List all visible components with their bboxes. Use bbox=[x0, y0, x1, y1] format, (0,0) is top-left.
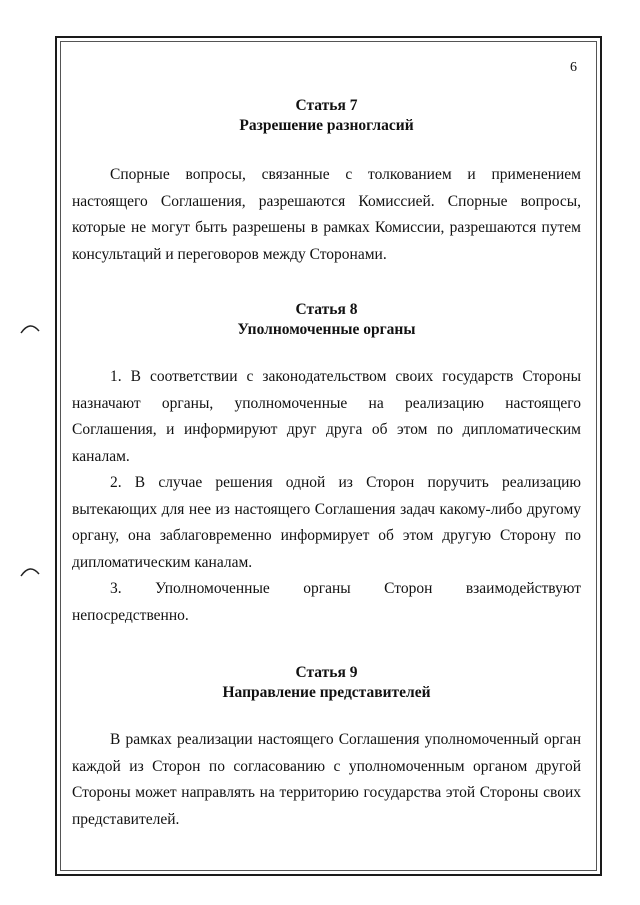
article-paragraph: Спорные вопросы, связанные с толкованием и применением настоящего Соглашения, разрешаются Комиссией. Спорные вопросы, которые не могут быть разрешены в рамках Комиссии, разрешаются путем консультаций и переговоров между Сторонами. bbox=[72, 166, 581, 263]
article-7 bbox=[72, 96, 581, 268]
article-number: Статья 7 bbox=[295, 97, 358, 114]
page-number: 6 bbox=[570, 60, 577, 75]
article-title: Разрешение разногласий bbox=[239, 117, 414, 134]
article-9 bbox=[72, 663, 581, 833]
article-number: Статья 8 bbox=[295, 301, 358, 318]
binding-mark-upper bbox=[20, 322, 40, 334]
article-paragraph: 3. Уполномоченные органы Сторон взаимодействуют непосредственно. bbox=[72, 580, 581, 624]
article-number: Статья 9 bbox=[295, 664, 358, 681]
article-8 bbox=[72, 300, 581, 629]
document-body bbox=[72, 96, 581, 833]
binding-mark-lower bbox=[20, 565, 40, 577]
article-paragraph: 2. В случае решения одной из Сторон поручить реализацию вытекающих для нее из настоящего Соглашения задач какому-либо другому органу, она заблаговременно информирует об этом другую Сторону по дипломатическим каналам. bbox=[72, 474, 581, 571]
article-paragraph: В рамках реализации настоящего Соглашения уполномоченный орган каждой из Сторон по согласованию с уполномоченным органом другой Стороны может направлять на территорию государства этой Стороны своих представителей. bbox=[72, 731, 581, 828]
article-title: Уполномоченные органы bbox=[237, 321, 416, 338]
article-paragraph: 1. В соответствии с законодательством своих государств Стороны назначают органы, уполномоченные на реализацию настоящего Соглашения, и информируют друг друга об этом по дипломатическим каналам. bbox=[72, 368, 581, 465]
article-title: Направление представителей bbox=[222, 684, 431, 701]
